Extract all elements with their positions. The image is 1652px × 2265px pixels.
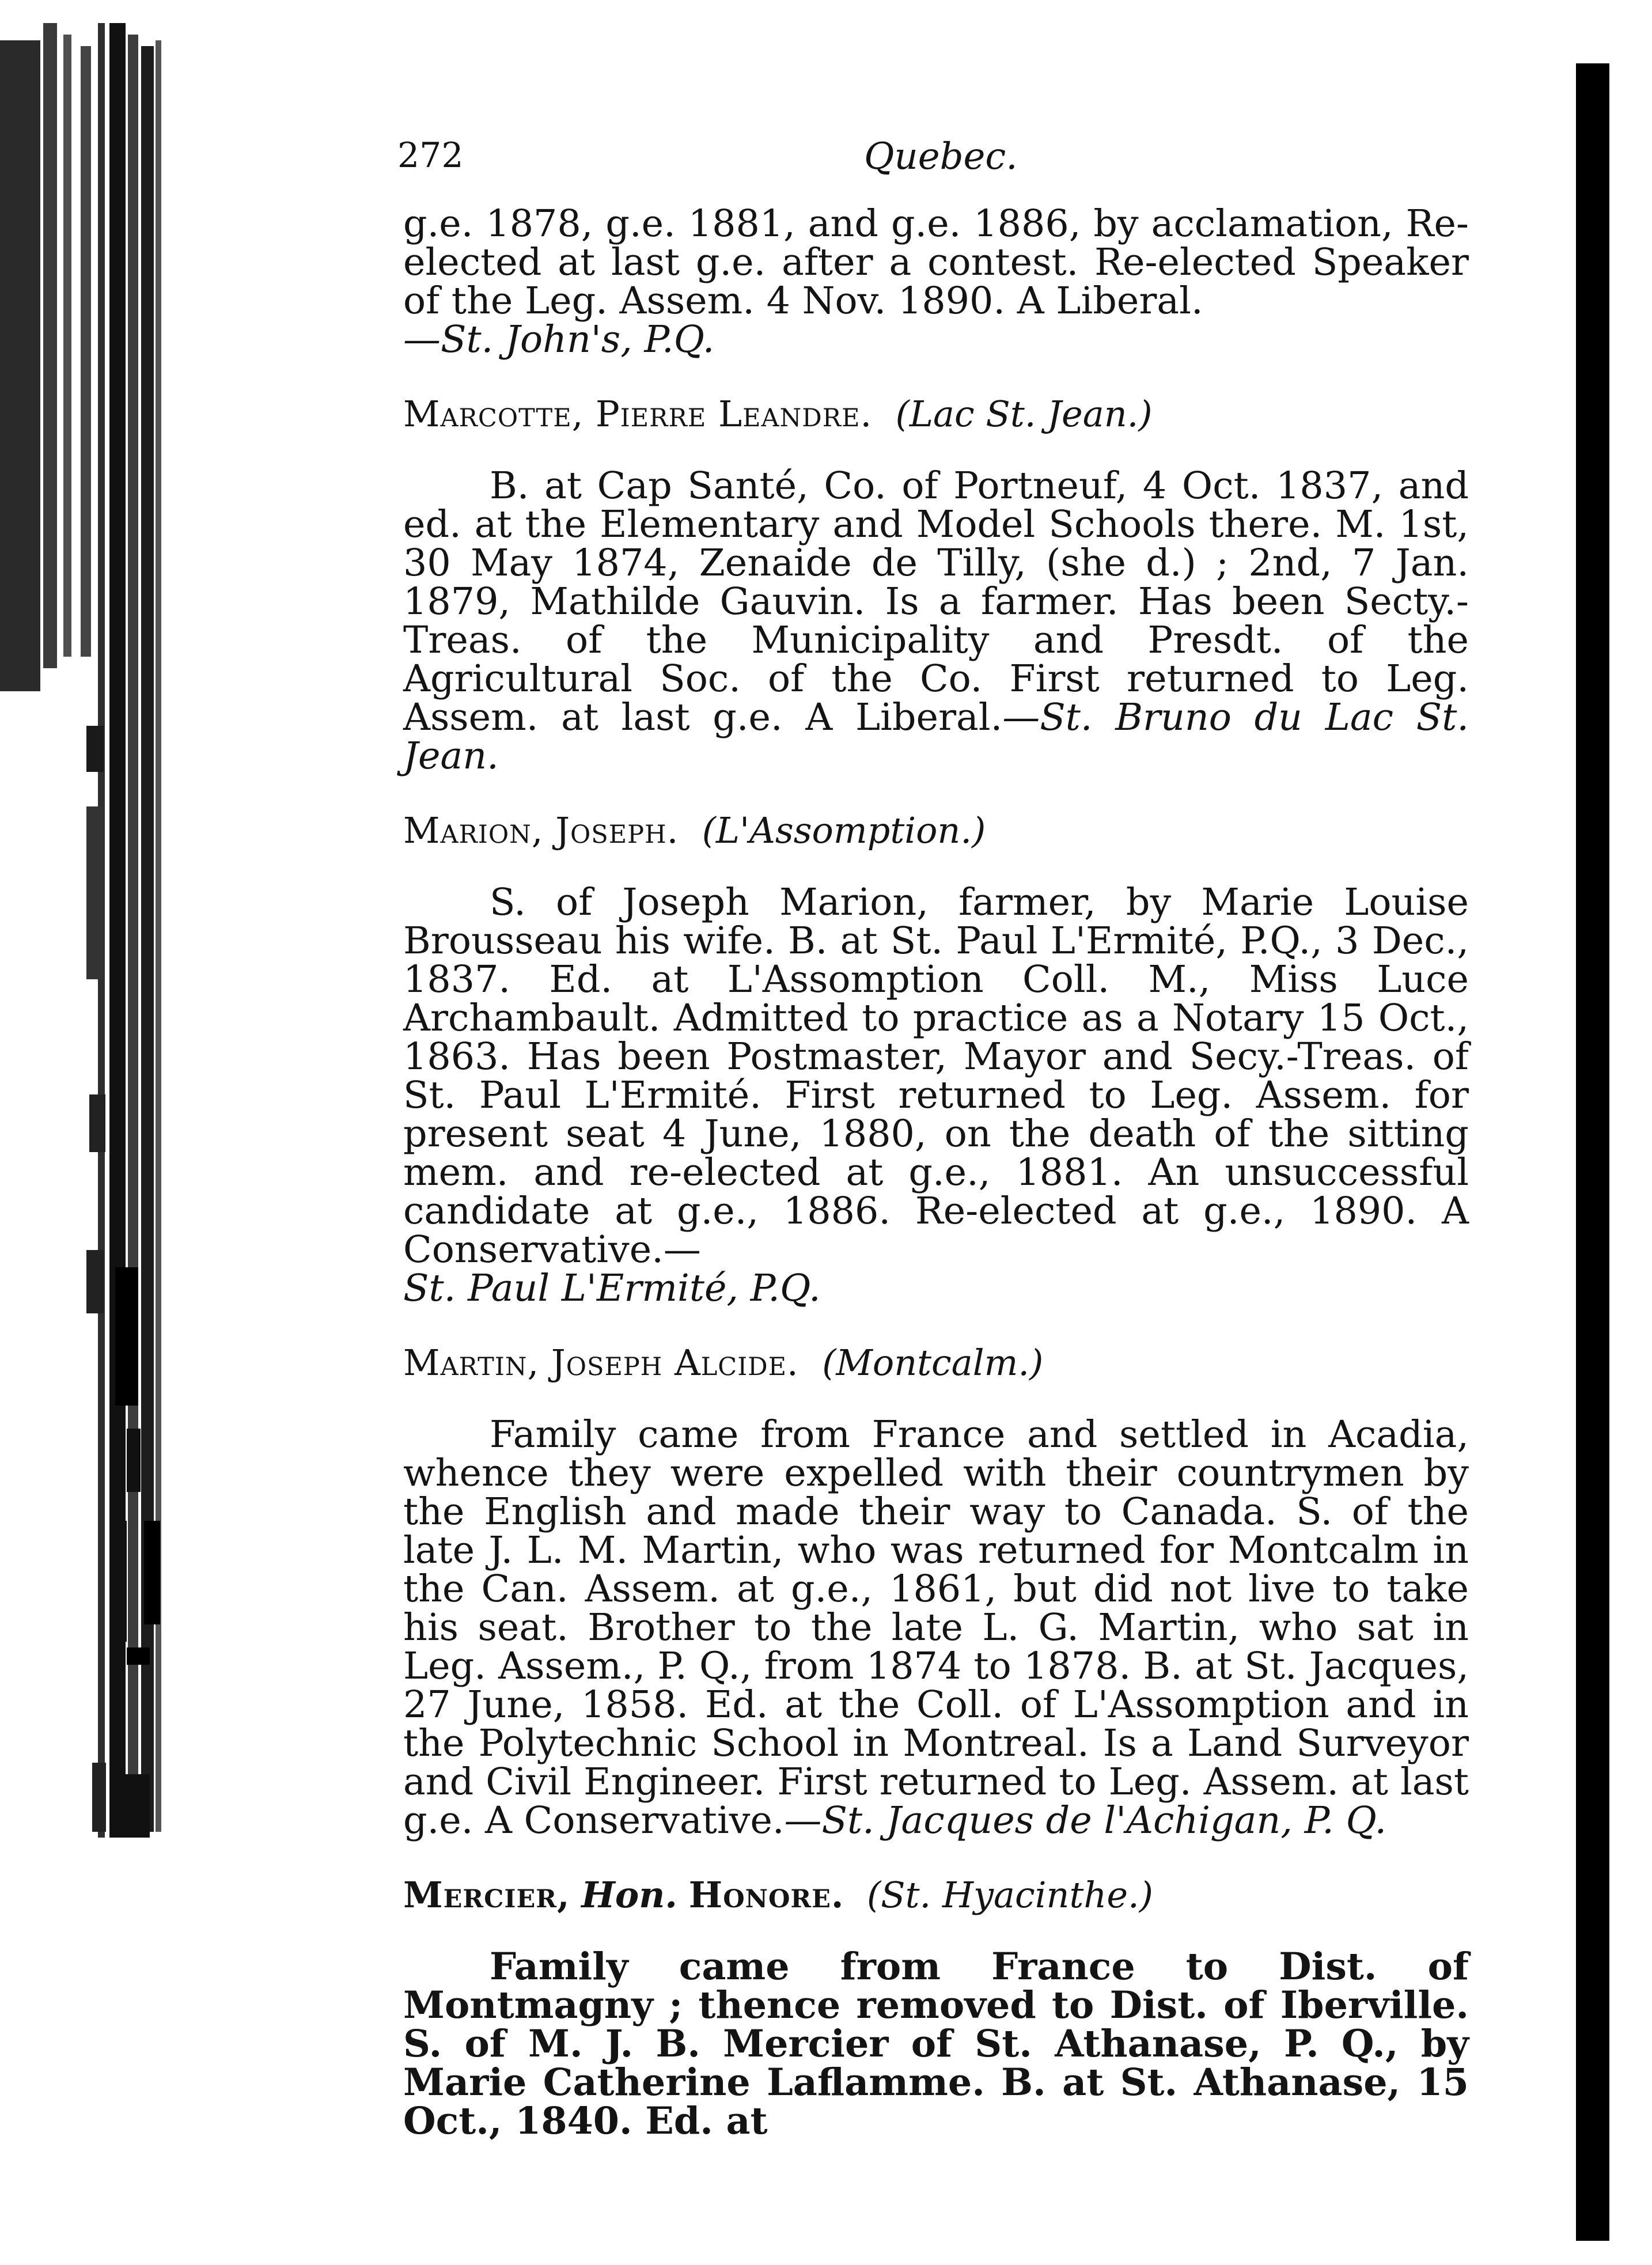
entry-body: [403, 1415, 1469, 1840]
entry-given-name: Honore.: [688, 1874, 844, 1916]
entry-heading: [403, 1343, 1469, 1382]
entry-body: [403, 464, 1469, 778]
page-body: [403, 204, 1469, 2141]
binding-shadow-graphic: [0, 0, 190, 2263]
entry-address: St. Paul L'Ermité, P.Q.: [403, 1267, 821, 1310]
scan-edge-left: [0, 0, 190, 2263]
entry-name: Marion, Joseph.: [403, 809, 679, 851]
entry-heading: [403, 811, 1469, 850]
entry-constituency: (Montcalm.): [822, 1342, 1044, 1384]
entry-mercier: [403, 1876, 1469, 2141]
entry-martin: [403, 1343, 1469, 1840]
continuation-paragraph: [403, 204, 1469, 359]
entry-text: Family came from France and settled in Acadia, whence they were expelled with their countrymen by the English and made their way to Canada. S. of the late J. L. M. Martin, who was returned for Montcalm in the Can. Assem. at g.e., 1861, but did not live to take his seat. Brother to the late L. G. Martin, who sat in Leg. Assem., P. Q., from 1874 to 1878. B. at St. Jacques, 27 June, 1858. Ed. at the Coll. of L'Assomption and in the Polytechnic School in Montreal. Is a Land Surveyor and Civil Engineer. First returned to Leg. Assem. at last g.e. A Conservative.: [403, 1413, 1469, 1842]
page-number: 272: [397, 135, 464, 176]
continuation-text: g.e. 1878, g.e. 1881, and g.e. 1886, by acclamation, Re-elected at last g.e. after a contest. Re-elected Speaker of the Leg. Assem. 4 Nov. 1890. A Liberal.: [403, 202, 1469, 323]
entry-marion: [403, 811, 1469, 1308]
entry-name: Martin, Joseph Alcide.: [403, 1342, 799, 1384]
entry-heading: [403, 1876, 1469, 1914]
continuation-address: —St. John's, P.Q.: [403, 318, 715, 361]
running-title: Quebec.: [864, 135, 1018, 178]
entry-text: B. at Cap Santé, Co. of Portneuf, 4 Oct. 1837, and ed. at the Elementary and Model Schools there. M. 1st, 30 May 1874, Zenaide de Tilly, (she d.) ; 2nd, 7 Jan. 1879, Mathilde Gauvin. Is a farmer. Has been Secty.-Treas. of the Municipality and Presdt. of the Agricultural Soc. of the Co. First returned to Leg. Assem. at last g.e. A Liberal.: [403, 464, 1469, 739]
entry-surname: Mercier,: [403, 1874, 570, 1916]
entry-heading: [403, 395, 1469, 433]
entry-address: —St. Jacques de l'Achigan, P. Q.: [784, 1799, 1387, 1842]
entry-address: —St. Bruno du Lac St. Jean.: [403, 696, 1469, 778]
entry-marcotte: [403, 393, 1469, 778]
entry-text: Family came from France to Dist. of Montmagny ; thence removed to Dist. of Iberville. S. of M. J. B. Mercier of St. Athanase, P. Q., by Marie Catherine Laflamme. B. at St. Athanase, 15 Oct., 1840. Ed. at: [403, 1945, 1469, 2143]
entry-body: [403, 883, 1469, 1308]
entry-constituency: (Lac St. Jean.): [895, 393, 1153, 435]
entry-constituency: (L'Assomption.): [702, 809, 986, 851]
entry-name: Marcotte, Pierre Leandre.: [403, 393, 873, 435]
entry-body: [403, 1945, 1469, 2143]
entry-constituency: (St. Hyacinthe.): [866, 1874, 1153, 1916]
scan-edge-right: [1576, 63, 1609, 2241]
entry-text: S. of Joseph Marion, farmer, by Marie Louise Brousseau his wife. B. at St. Paul L'Ermité, P.Q., 3 Dec., 1837. Ed. at L'Assomption Coll. M., Miss Luce Archambault. Admitted to practice as a Notary 15 Oct., 1863. Has been Postmaster, Mayor and Secy.-Treas. of St. Paul L'Ermité. First returned to Leg. Assem. for present seat 4 June, 1880, on the death of the sitting mem. and re-elected at g.e., 1881. An unsuccessful candidate at g.e., 1886. Re-elected at g.e., 1890. A Conservative.—: [403, 881, 1469, 1271]
entry-honorific: Hon.: [581, 1874, 677, 1916]
running-head: [397, 135, 1469, 193]
